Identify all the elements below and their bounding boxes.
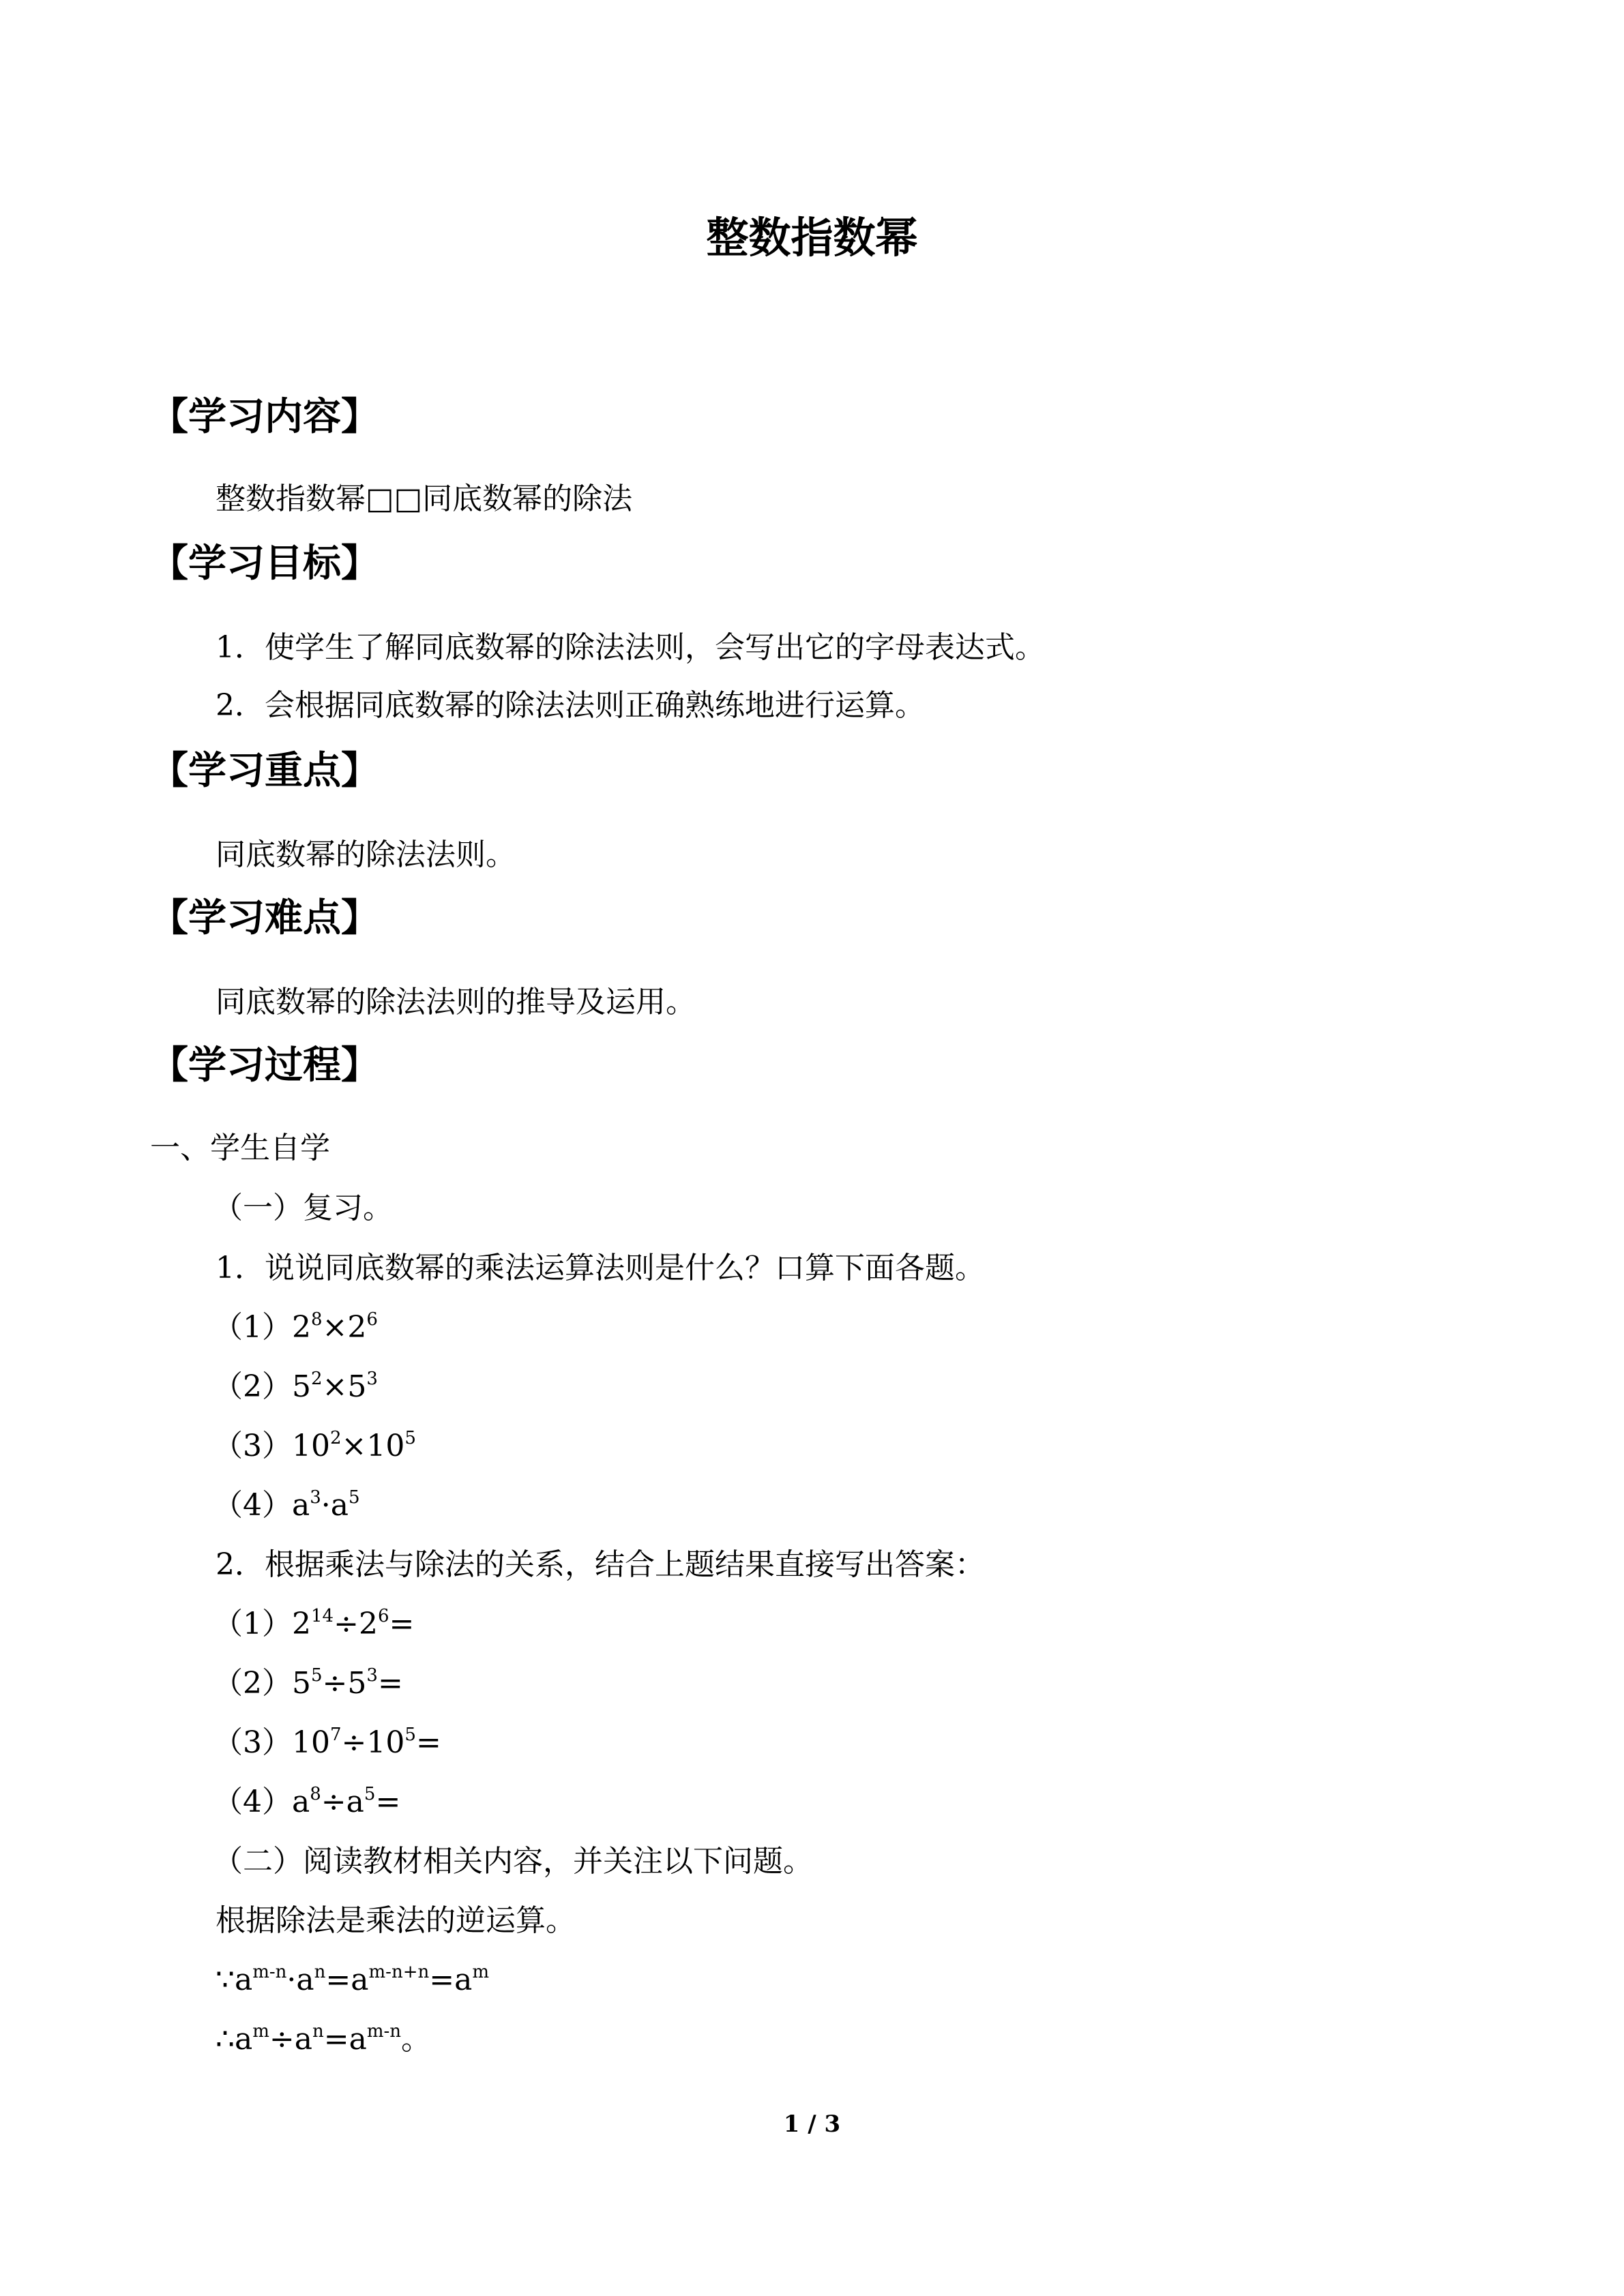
page-title: 整数指数幂 [706,213,918,263]
therefore-formula: $\therefore a^m\div a^n=a^{m-n}$。 [216,2021,432,2057]
heading-learning-content: 【学习内容】 [150,394,379,439]
reading-title: （二）阅读教材相关内容，并关注以下问题。 [213,1844,813,1879]
q2-item-1: $(1)2^{14}\div 2^6=$ [213,1606,415,1641]
q2-item-2: $(2)5^5\div 5^3=$ [213,1665,403,1701]
review-title: （一）复习。 [213,1191,393,1225]
question-1: 1．说说同底数幂的乘法运算法则是什么？口算下面各题。 [216,1251,985,1285]
q1-item-3: $(3)10^2\times 10^5$ [213,1428,416,1463]
heading-difficulty: 【学习难点】 [150,895,379,940]
page-number: 1 / 3 [783,2111,841,2138]
part-1-title: 一、学生自学 [150,1131,330,1165]
because-symbol: ∵ [216,1963,235,1997]
q1-item-4: $(4)a^3\cdot a^5$ [213,1487,360,1523]
reading-note: 根据除法是乘法的逆运算。 [216,1903,576,1938]
learning-content-text: 整数指数幂□□同底数幂的除法 [216,481,633,516]
key-point-text: 同底数幂的除法法则。 [216,837,516,872]
goal-item-2: 2．会根据同底数幂的除法法则正确熟练地进行运算。 [216,688,925,723]
difficulty-text: 同底数幂的除法法则的推导及运用。 [216,985,696,1019]
heading-key-point: 【学习重点】 [150,748,379,793]
q1-item-2: $(2)5^2\times 5^3$ [213,1369,378,1404]
q1-item-1: $(1)2^8\times 2^6$ [213,1309,378,1345]
heading-learning-goals: 【学习目标】 [150,541,379,586]
therefore-symbol: ∴ [216,2022,235,2057]
goal-item-1: 1．使学生了解同底数幂的除法法则，会写出它的字母表达式。 [216,630,1045,665]
question-2: 2．根据乘法与除法的关系，结合上题结果直接写出答案： [216,1547,985,1582]
heading-learning-process: 【学习过程】 [150,1043,379,1088]
because-formula: $\because a^{m-n}\cdot a^n=a^{m-n+n}=a^m$ [216,1962,489,1997]
q2-item-4: $(4)a^8\div a^5=$ [213,1784,401,1819]
q2-item-3: $(3)10^7\div 10^5=$ [213,1725,441,1760]
